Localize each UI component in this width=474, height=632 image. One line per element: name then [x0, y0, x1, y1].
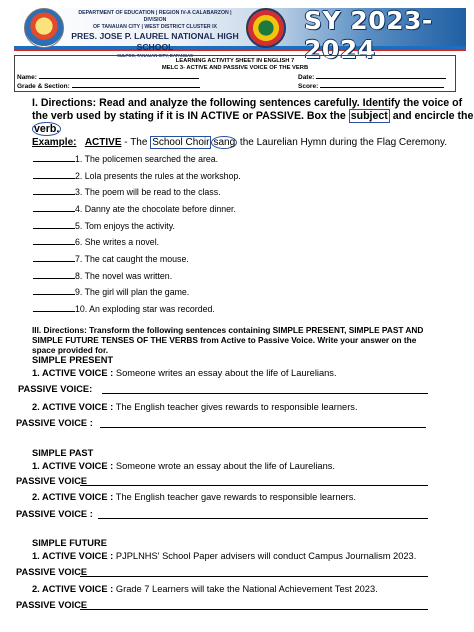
score-label: Score:	[298, 83, 319, 90]
simple-present-heading: SIMPLE PRESENT	[32, 355, 114, 365]
deped-seal-icon	[24, 8, 64, 48]
part3-directions-line1: III. Directions: Transform the following sentences containing SIMPLE PRESENT, SIMPLE PAST AND	[32, 325, 424, 335]
list-item[interactable]: 3. The poem will be read to the class.	[33, 186, 221, 197]
past-passive-1-answer-line[interactable]	[80, 485, 428, 486]
boxed-subject-word: subject	[350, 110, 388, 122]
present-passive-2-label: PASSIVE VOICE :	[16, 418, 93, 428]
part1-directions-line3	[32, 123, 61, 135]
list-item[interactable]: 4. Danny ate the chocolate before dinner.	[33, 203, 236, 214]
answer-blank[interactable]	[33, 186, 75, 195]
answer-blank[interactable]	[33, 253, 75, 262]
future-passive-2-answer-line[interactable]	[80, 609, 428, 610]
past-passive-2-label: PASSIVE VOICE :	[16, 509, 93, 519]
answer-blank[interactable]	[33, 286, 75, 295]
simple-past-heading: SIMPLE PAST	[32, 448, 94, 458]
past-passive-2-answer-line[interactable]	[98, 518, 428, 519]
example-subject: School Choir	[152, 137, 210, 148]
list-item[interactable]: 5. Tom enjoys the activity.	[33, 220, 175, 231]
circled-verb-word: verb.	[34, 123, 60, 135]
list-item[interactable]: 6. She writes a novel.	[33, 236, 159, 247]
present-active-1: 1. ACTIVE VOICE : Someone writes an essay about the life of Laurelians.	[32, 368, 337, 378]
example-line: Example: ACTIVE - The School Choir sang the Laurelian Hymn during the Flag Ceremony.	[32, 137, 448, 148]
name-label: Name:	[17, 74, 37, 81]
future-passive-1-label: PASSIVE VOICE	[16, 567, 88, 577]
school-year: SY 2023-2024	[304, 6, 433, 64]
answer-blank[interactable]	[33, 220, 75, 229]
name-field[interactable]	[17, 72, 199, 81]
grade-section-field[interactable]	[17, 81, 200, 90]
present-passive-1-label: PASSIVE VOICE:	[18, 384, 93, 394]
school-name: PRES. JOSE P. LAUREL NATIONAL HIGH SCHOOL	[71, 31, 239, 52]
date-field[interactable]	[298, 72, 446, 81]
present-passive-2-answer-line[interactable]	[100, 427, 426, 428]
info-box	[14, 55, 456, 92]
part1-directions-line1: I. Directions: Read and analyze the following sentences carefully. Identify the voice of	[32, 97, 463, 109]
date-label: Date:	[298, 74, 315, 81]
present-passive-1-answer-line[interactable]	[102, 393, 428, 394]
list-item[interactable]: 2. Lola presents the rules at the workshop.	[33, 170, 241, 181]
school-logo-icon	[246, 8, 286, 48]
past-active-1: 1. ACTIVE VOICE : Someone wrote an essay about the life of Laurelians.	[32, 461, 335, 471]
list-item[interactable]: 8. The novel was written.	[33, 270, 172, 281]
list-item[interactable]: 1. The policemen searched the area.	[33, 153, 218, 164]
future-passive-1-answer-line[interactable]	[80, 576, 428, 577]
part3-directions-line3: space provided for.	[32, 345, 109, 355]
answer-blank[interactable]	[33, 170, 75, 179]
school-address: SULPOC, TANAUAN CITY, BATANGAS	[117, 53, 193, 58]
answer-blank[interactable]	[33, 203, 75, 212]
future-passive-2-label: PASSIVE VOICE	[16, 600, 88, 610]
answer-blank[interactable]	[33, 236, 75, 245]
present-active-2: 2. ACTIVE VOICE : The English teacher gives rewards to responsible learners.	[32, 402, 358, 412]
sheet-title: LEARNING ACTIVITY SHEET IN ENGLISH 7	[175, 58, 295, 64]
example-label: Example:	[32, 137, 77, 148]
future-active-2: 2. ACTIVE VOICE : Grade 7 Learners will take the National Achievement Test 2023.	[32, 584, 378, 594]
header-line2: OF TANAUAN CITY | WEST DISTRICT CLUSTER IX	[92, 24, 218, 30]
list-item[interactable]: 7. The cat caught the mouse.	[33, 253, 189, 264]
answer-blank[interactable]	[33, 153, 75, 162]
melc-title: MELC 3- ACTIVE AND PASSIVE VOICE OF THE VERB	[161, 65, 309, 71]
part3-directions-line2: SIMPLE FUTURE TENSES OF THE VERBS from Active to Passive Voice. Write your answer on the	[32, 335, 417, 345]
simple-future-heading: SIMPLE FUTURE	[32, 538, 107, 548]
future-active-1: 1. ACTIVE VOICE : PJPLNHS' School Paper advisers will conduct Campus Journalism 2023.	[32, 551, 417, 561]
list-item[interactable]: 10. An exploding star was recorded.	[33, 303, 215, 314]
answer-blank[interactable]	[33, 270, 75, 279]
header-line1: DEPARTMENT OF EDUCATION | REGION IV-A CALABARZON | DIVISION	[78, 10, 232, 23]
past-active-2: 2. ACTIVE VOICE : The English teacher gave rewards to responsible learners.	[32, 492, 356, 502]
example-answer: ACTIVE	[84, 137, 122, 148]
header-text	[68, 10, 242, 59]
answer-blank[interactable]	[33, 303, 75, 312]
example-verb: sang	[213, 137, 236, 148]
part1-directions-line2: the verb used by stating if it is IN ACTIVE or PASSIVE. Box the subject and encircle the	[32, 110, 474, 122]
list-item[interactable]: 9. The girl will plan the game.	[33, 286, 189, 297]
score-field[interactable]	[298, 81, 444, 90]
past-passive-1-label: PASSIVE VOICE	[16, 476, 88, 486]
grade-section-label: Grade & Section:	[17, 83, 70, 90]
